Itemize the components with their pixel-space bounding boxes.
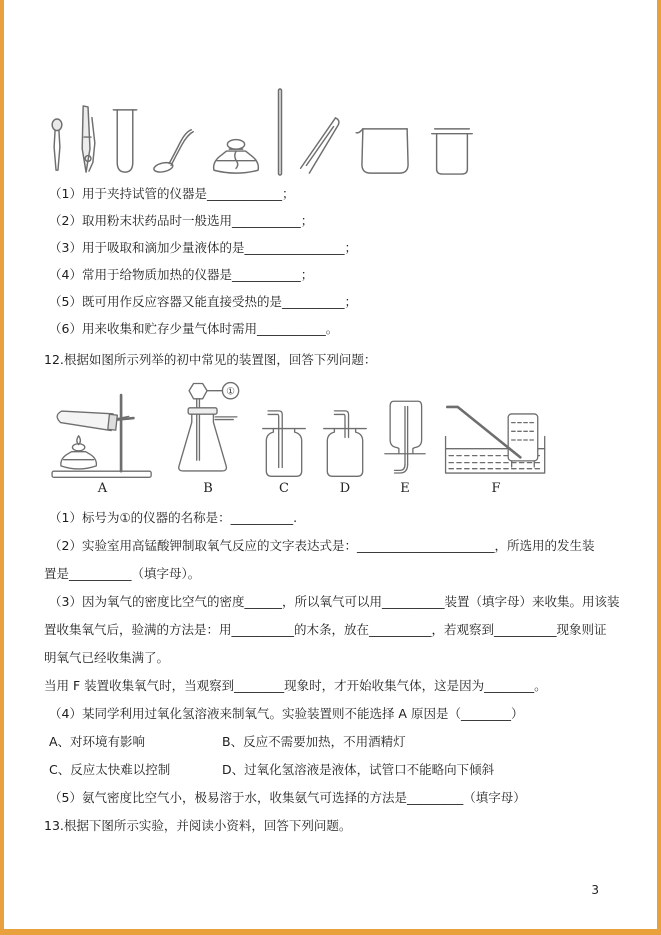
apparatus-a-label: A [97,481,108,496]
q12-option-c: C、反应太快难以控制 [49,762,171,777]
test-tube-icon [112,106,138,176]
q12-line-3a: （3）因为氧气的密度比空气的密度______，所以氧气可以用__________装置（填字母）来收集。用该装 [49,594,620,609]
q11-item-3: （3）用于吸取和滴加少量液体的是________________； [49,240,357,255]
page-content [4,0,657,929]
gas-bottle-long-tube-icon [261,409,307,480]
flask-with-funnel-setup-icon [170,379,246,480]
apparatus-f-label: F [491,481,501,496]
apparatus-e-label: E [400,481,410,496]
q11-item-4: （4）常用于给物质加热的仪器是___________； [49,267,314,282]
apparatus-e [383,396,427,496]
q12-intro: 12.根据如图所示列举的初中常见的装置图，回答下列问题： [44,352,377,367]
apparatus-d [322,409,368,496]
apparatus-d-label: D [339,481,351,496]
apparatus-a [50,388,155,496]
q13-intro: 13.根据下图所示实验，并阅读小资料，回答下列问题。 [44,818,352,833]
dropper-icon [48,118,66,176]
q12-line-3c: 明氧气已经收集满了。 [44,650,170,665]
q12-line-3d: 当用 F 装置收集氧气时，当观察到________现象时，才开始收集气体，这是因为________。 [44,678,547,693]
q11-item-2: （2）取用粉末状药品时一般选用___________； [49,213,314,228]
q12-line-4: （4）某同学利用过氧化氢溶液来制氧气。实验装置则不能选择 A 原因是（________） [49,706,524,721]
test-tube-heating-setup-icon [50,388,155,480]
gas-bottle-short-tube-icon [322,409,368,480]
apparatus-c-label: C [279,481,289,496]
q12-options-row-2 [44,756,627,784]
apparatus-b [170,379,246,496]
q12-option-d: D、过氧化氢溶液是液体，试管口不能略向下倾斜 [222,762,495,777]
alcohol-lamp-icon [208,130,264,176]
equipment-figure [48,86,627,176]
q12-options-row-1 [44,728,627,756]
q11-item-6: （6）用来收集和贮存少量气体时需用___________。 [49,321,339,336]
apparatus-b-label: B [203,481,213,496]
medicine-spoon-icon [150,124,196,176]
inverted-bottle-downward-collection-icon [383,396,427,480]
q11-item-5: （5）既可用作反应容器又能直接受热的是__________； [49,294,357,309]
test-tube-holder-icon [78,104,100,176]
circle-1-label: ① [226,386,235,398]
q12-line-1: （1）标号为①的仪器的名称是：__________. [49,510,298,525]
apparatus-figure [50,379,627,496]
apparatus-c [261,409,307,496]
q12-line-2a: （2）实验室用高锰酸钾制取氧气反应的文字表达式是：______________________，所选用的发生装 [49,538,595,553]
gas-collecting-bottle-icon [428,126,476,176]
q12-option-b: B、反应不需要加热，不用酒精灯 [222,734,406,749]
q12-line-3b: 置收集氧气后，验满的方法是：用__________的木条，放在__________，若观察到__________现象则证 [44,622,607,637]
page-number: 3 [591,883,599,897]
water-trough-collection-icon [442,400,550,480]
q11-item-1: （1）用于夹持试管的仪器是____________； [49,186,295,201]
q12-subquestions [44,504,627,840]
apparatus-f [442,400,550,496]
glass-rod-icon [276,88,284,176]
q12-line-2b: 置是__________（填字母）。 [44,566,201,581]
beaker-icon [354,126,416,176]
q12-option-a: A、对环境有影响 [49,734,146,749]
tweezers-icon [296,116,342,176]
q12-line-5: （5）氨气密度比空气小，极易溶于水，收集氨气可选择的方法是_________（填字母） [49,790,526,805]
